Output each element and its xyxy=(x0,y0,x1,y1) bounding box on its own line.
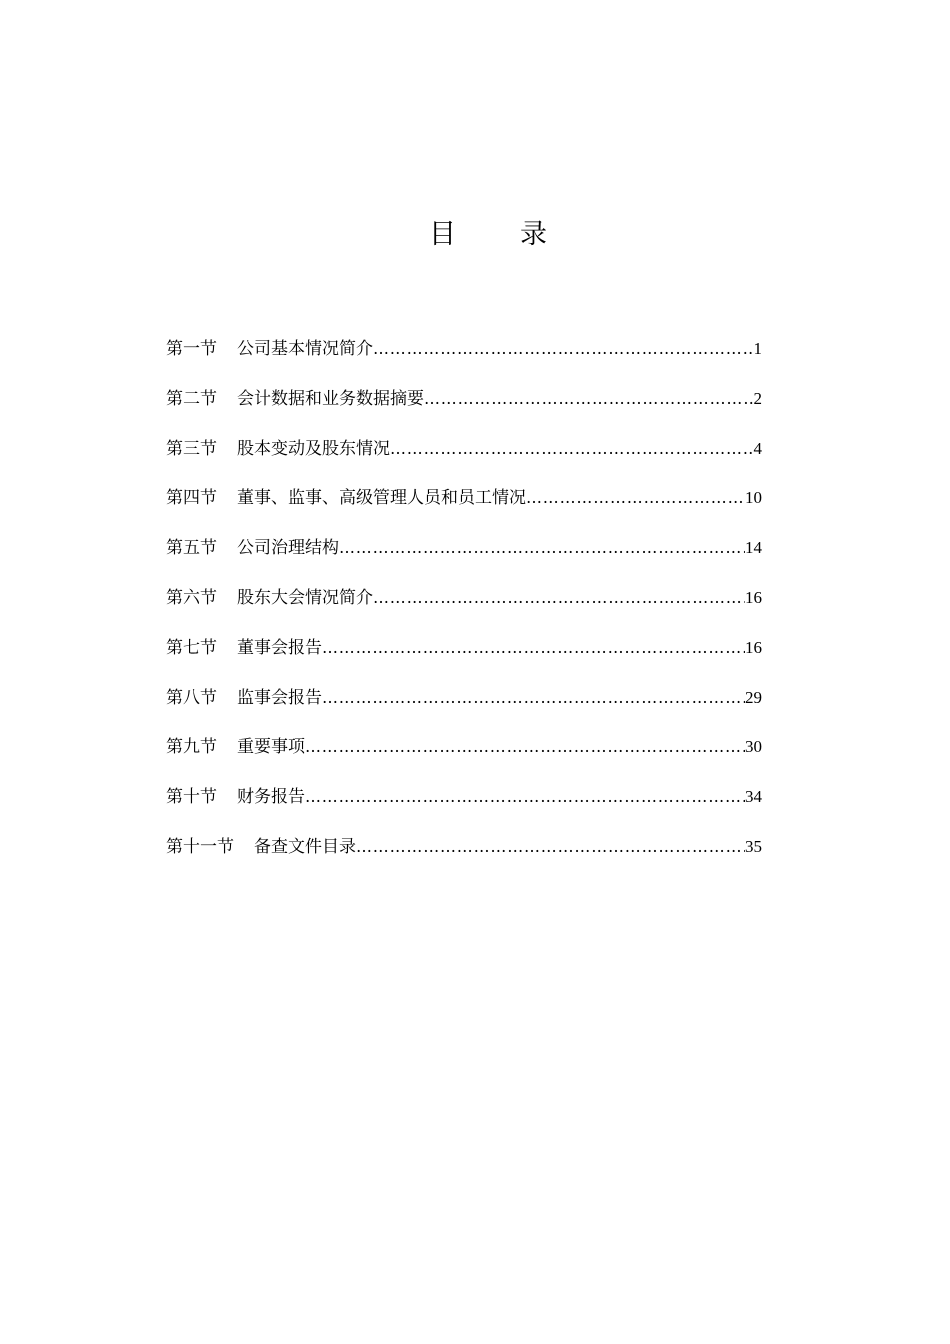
title-char-2: 录 xyxy=(520,219,547,250)
toc-section-name: 董事会报告 xyxy=(237,637,322,658)
toc-section-number: 第十节 xyxy=(166,787,217,808)
toc-entry-10[interactable] xyxy=(166,783,762,833)
toc-page-number: 4 xyxy=(753,438,762,458)
toc-section-name: 监事会报告 xyxy=(237,687,322,708)
toc-dot-leader xyxy=(424,385,754,413)
toc-section-name: 公司基本情况简介 xyxy=(237,339,373,359)
toc-section-number: 第三节 xyxy=(166,438,217,459)
toc-page-number: 34 xyxy=(745,787,762,807)
toc-page-number: 29 xyxy=(745,687,762,707)
toc-entry-5[interactable] xyxy=(166,534,762,584)
page-title xyxy=(0,212,950,251)
toc-page-number: 10 xyxy=(745,488,762,508)
toc-section-number: 第六节 xyxy=(166,587,217,608)
toc-page-number: 35 xyxy=(745,836,762,856)
toc-section-name: 重要事项 xyxy=(237,737,305,758)
toc-dot-leader xyxy=(526,484,745,512)
toc-dot-leader xyxy=(322,684,745,712)
toc-dot-leader xyxy=(390,435,754,463)
toc-section-number: 第二节 xyxy=(166,388,217,409)
toc-section-name: 财务报告 xyxy=(237,787,305,808)
toc-section-number: 第七节 xyxy=(166,637,217,658)
toc-entry-1[interactable] xyxy=(166,335,762,385)
toc-section-name: 股本变动及股东情况 xyxy=(237,438,390,459)
toc-entry-8[interactable] xyxy=(166,684,762,734)
toc-entry-3[interactable] xyxy=(166,435,762,485)
toc-section-number: 第四节 xyxy=(166,488,217,509)
toc-page-number: 1 xyxy=(753,339,762,358)
toc-dot-leader xyxy=(356,833,745,861)
toc-entry-11[interactable] xyxy=(166,833,762,883)
toc-section-number: 第八节 xyxy=(166,687,217,708)
title-char-1: 目 xyxy=(429,219,456,250)
toc-section-name: 备查文件目录 xyxy=(254,836,356,857)
toc-page-number: 2 xyxy=(753,388,762,408)
toc-entry-9[interactable] xyxy=(166,733,762,783)
toc-section-number: 第十一节 xyxy=(166,836,234,857)
toc-section-number: 第一节 xyxy=(166,339,217,359)
table-of-contents xyxy=(166,335,762,883)
toc-dot-leader xyxy=(322,634,745,662)
toc-dot-leader xyxy=(373,335,754,363)
toc-page-number: 14 xyxy=(745,538,762,558)
toc-entry-7[interactable] xyxy=(166,634,762,684)
toc-entry-6[interactable] xyxy=(166,584,762,634)
toc-dot-leader xyxy=(373,584,745,612)
toc-dot-leader xyxy=(305,733,745,761)
toc-section-number: 第九节 xyxy=(166,737,217,758)
toc-page-number: 16 xyxy=(745,637,762,657)
toc-dot-leader xyxy=(339,534,745,562)
toc-page-number: 30 xyxy=(745,737,762,757)
toc-page-number: 16 xyxy=(745,587,762,607)
toc-entry-4[interactable] xyxy=(166,484,762,534)
toc-dot-leader xyxy=(305,783,745,811)
toc-section-name: 公司治理结构 xyxy=(237,538,339,559)
toc-section-name: 股东大会情况简介 xyxy=(237,587,373,608)
toc-section-name: 会计数据和业务数据摘要 xyxy=(237,388,424,409)
toc-entry-2[interactable] xyxy=(166,385,762,435)
toc-section-name: 董事、监事、高级管理人员和员工情况 xyxy=(237,488,526,509)
toc-section-number: 第五节 xyxy=(166,538,217,559)
